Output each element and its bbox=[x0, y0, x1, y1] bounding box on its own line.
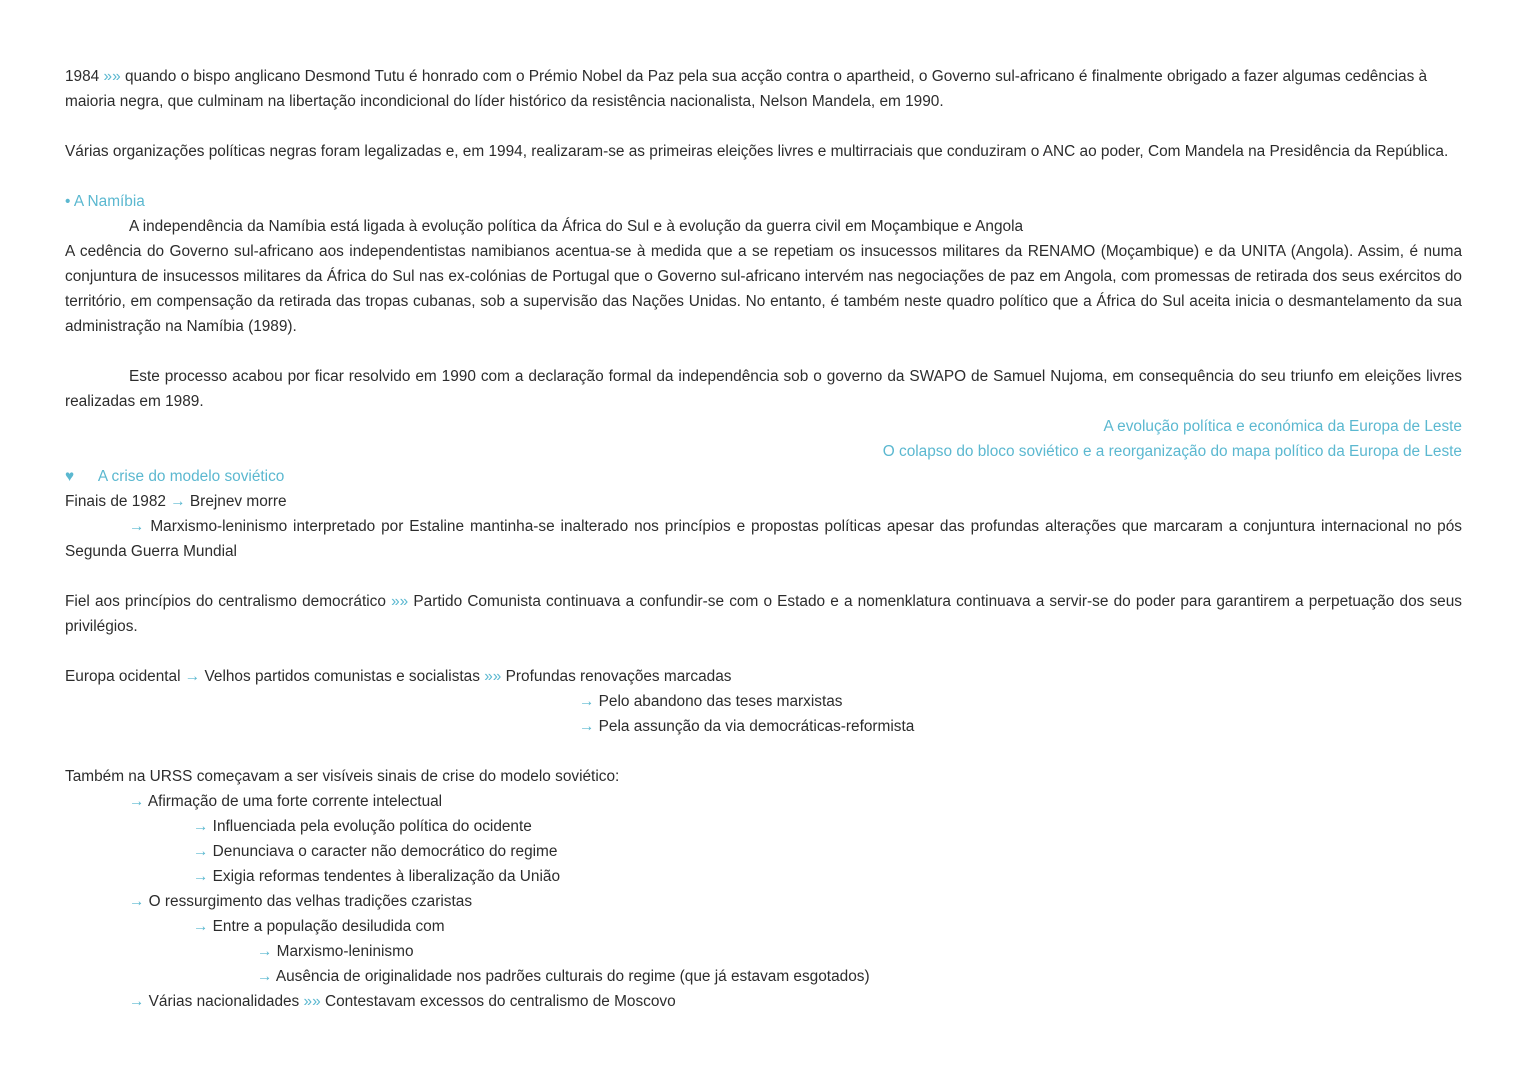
bullet-icon: • bbox=[65, 193, 71, 210]
arrow-right-icon: → bbox=[193, 818, 209, 835]
list-item bbox=[65, 814, 1462, 839]
paragraph-1994: Várias organizações políticas negras foram legalizadas e, em 1994, realizaram-se as primeiras eleições livres e multirraciais que conduziram o ANC ao poder, Com Mandela na Presidência da República. bbox=[65, 143, 1449, 160]
heart-icon: ♥ bbox=[65, 468, 75, 485]
europa-text-c: Profundas renovações marcadas bbox=[505, 668, 732, 685]
list-item bbox=[65, 789, 1462, 814]
list-item-text: O ressurgimento das velhas tradições czaristas bbox=[148, 893, 473, 910]
list-item bbox=[65, 864, 1462, 889]
finais-event: Brejnev morre bbox=[189, 493, 287, 510]
list-item-text: Contestavam excessos do centralismo de Moscovo bbox=[324, 993, 676, 1010]
marxismo-line2: Segunda Guerra Mundial bbox=[65, 543, 237, 560]
arrow-right-icon: → bbox=[257, 943, 273, 960]
list-item-text: Marxismo-leninismo bbox=[276, 943, 414, 960]
fiel-text-b: Partido Comunista continuava a confundir-se com o Estado e a nomenklatura continuava a servir-se do poder para garantirem a perpetuação dos seus bbox=[413, 593, 1462, 610]
finais-1982 bbox=[65, 489, 1462, 514]
europa-sub-2 bbox=[65, 714, 1462, 739]
list-item-text: Ausência de originalidade nos padrões culturais do regime (que já estavam esgotados) bbox=[275, 968, 870, 985]
list-item-text: Afirmação de uma forte corrente intelectual bbox=[147, 793, 443, 810]
europa-sub-text: Pela assunção da via democráticas-reformista bbox=[598, 718, 915, 735]
double-chevron-icon: »» bbox=[303, 993, 321, 1010]
arrow-right-icon: → bbox=[184, 668, 201, 685]
heading-text: A Namíbia bbox=[73, 193, 145, 210]
arrow-right-icon: → bbox=[129, 993, 145, 1010]
arrow-right-icon: → bbox=[193, 868, 209, 885]
year-text: 1984 bbox=[65, 68, 100, 85]
list-item-text: Influenciada pela evolução política do ocidente bbox=[212, 818, 532, 835]
list-item-text: Exigia reformas tendentes à liberalização da União bbox=[212, 868, 561, 885]
arrow-right-icon: → bbox=[129, 893, 145, 910]
europa-text-b: Velhos partidos comunistas e socialistas bbox=[204, 668, 480, 685]
list-item bbox=[65, 914, 1462, 939]
namibia-body: A cedência do Governo sul-africano aos independentistas namibianos acentua-se à medida que a se repetiam os insucessos militares da RENAMO (Moçambique) e da UNITA (Angola). Assim, é numa conjuntura de insucessos militares da África do Sul nas ex-colónias de Portugal que o Governo sul-africano intervém nas negociações de paz em Angola, com promessas de retirada dos seus exércitos do território, em compensação da retirada das tropas cubanas, sob a supervisão das Nações Unidas. No entanto, é também neste quadro político que a África do Sul aceita inicia o desmantelamento da sua administração na Namíbia (1989). bbox=[65, 243, 1462, 335]
list-item bbox=[65, 939, 1462, 964]
namibia-intro: A independência da Namíbia está ligada à evolução política da África do Sul e à evolução da guerra civil em Moçambique e Angola bbox=[129, 218, 1024, 235]
urss-intro: Também na URSS começavam a ser visíveis sinais de crise do modelo soviético: bbox=[65, 768, 620, 785]
document-page bbox=[65, 64, 1462, 1014]
double-chevron-icon: »» bbox=[391, 593, 409, 610]
europa-sub-1 bbox=[65, 689, 1462, 714]
namibia-final-line1: Este processo acabou por ficar resolvido em 1990 com a declaração formal da independência sob o governo da SWAPO de Samuel Nujoma, em consequência do seu triunfo em eleições livres bbox=[129, 368, 1462, 385]
finais-date: Finais de 1982 bbox=[65, 493, 166, 510]
paragraph-text: quando o bispo anglicano Desmond Tutu é honrado com o Prémio Nobel da Paz pela sua acção contra o apartheid, o Governo sul-africano é finalmente obrigado a fazer algumas cedências à bbox=[124, 68, 1428, 85]
europa-text-a: Europa ocidental bbox=[65, 668, 181, 685]
arrow-right-icon: → bbox=[129, 518, 145, 535]
marxismo-text: Marxismo-leninismo interpretado por Estaline mantinha-se inalterado nos princípios e propostas políticas apesar das profundas alterações que marcaram a conjuntura internacional no pós bbox=[150, 518, 1463, 535]
arrow-right-icon: → bbox=[170, 493, 186, 510]
fiel-line2: privilégios. bbox=[65, 618, 138, 635]
arrow-right-icon: → bbox=[257, 968, 273, 985]
europa-ocidental bbox=[65, 664, 1462, 689]
list-item bbox=[65, 839, 1462, 864]
paragraph-1984-line1 bbox=[65, 64, 1462, 89]
list-item bbox=[65, 889, 1462, 914]
namibia-heading bbox=[65, 189, 1462, 214]
list-item bbox=[65, 989, 1462, 1014]
list-item-text: Entre a população desiludida com bbox=[212, 918, 445, 935]
arrow-right-icon: → bbox=[129, 793, 145, 810]
namibia-final-line2: realizadas em 1989. bbox=[65, 393, 204, 410]
crise-heading bbox=[65, 464, 1462, 489]
paragraph-1984-line2: maioria negra, que culminam na libertação incondicional do líder histórico da resistência nacionalista, Nelson Mandela, em 1990. bbox=[65, 93, 944, 110]
arrow-right-icon: → bbox=[193, 843, 209, 860]
section-title-2: O colapso do bloco soviético e a reorganização do mapa político da Europa de Leste bbox=[882, 443, 1462, 460]
double-chevron-icon: »» bbox=[484, 668, 502, 685]
list-item-text: Denunciava o caracter não democrático do regime bbox=[212, 843, 558, 860]
arrow-right-icon: → bbox=[579, 718, 595, 735]
fiel-text-a: Fiel aos princípios do centralismo democrático bbox=[65, 593, 386, 610]
arrow-right-icon: → bbox=[579, 693, 595, 710]
europa-sub-text: Pelo abandono das teses marxistas bbox=[598, 693, 843, 710]
list-item bbox=[65, 964, 1462, 989]
marxismo-line1 bbox=[65, 514, 1462, 539]
list-item-text: Várias nacionalidades bbox=[148, 993, 300, 1010]
fiel-line1 bbox=[65, 589, 1462, 614]
arrow-right-icon: → bbox=[193, 918, 209, 935]
heading-text: A crise do modelo soviético bbox=[97, 468, 285, 485]
section-title-1: A evolução política e económica da Europa de Leste bbox=[1103, 418, 1462, 435]
double-chevron-icon: »» bbox=[103, 68, 121, 85]
